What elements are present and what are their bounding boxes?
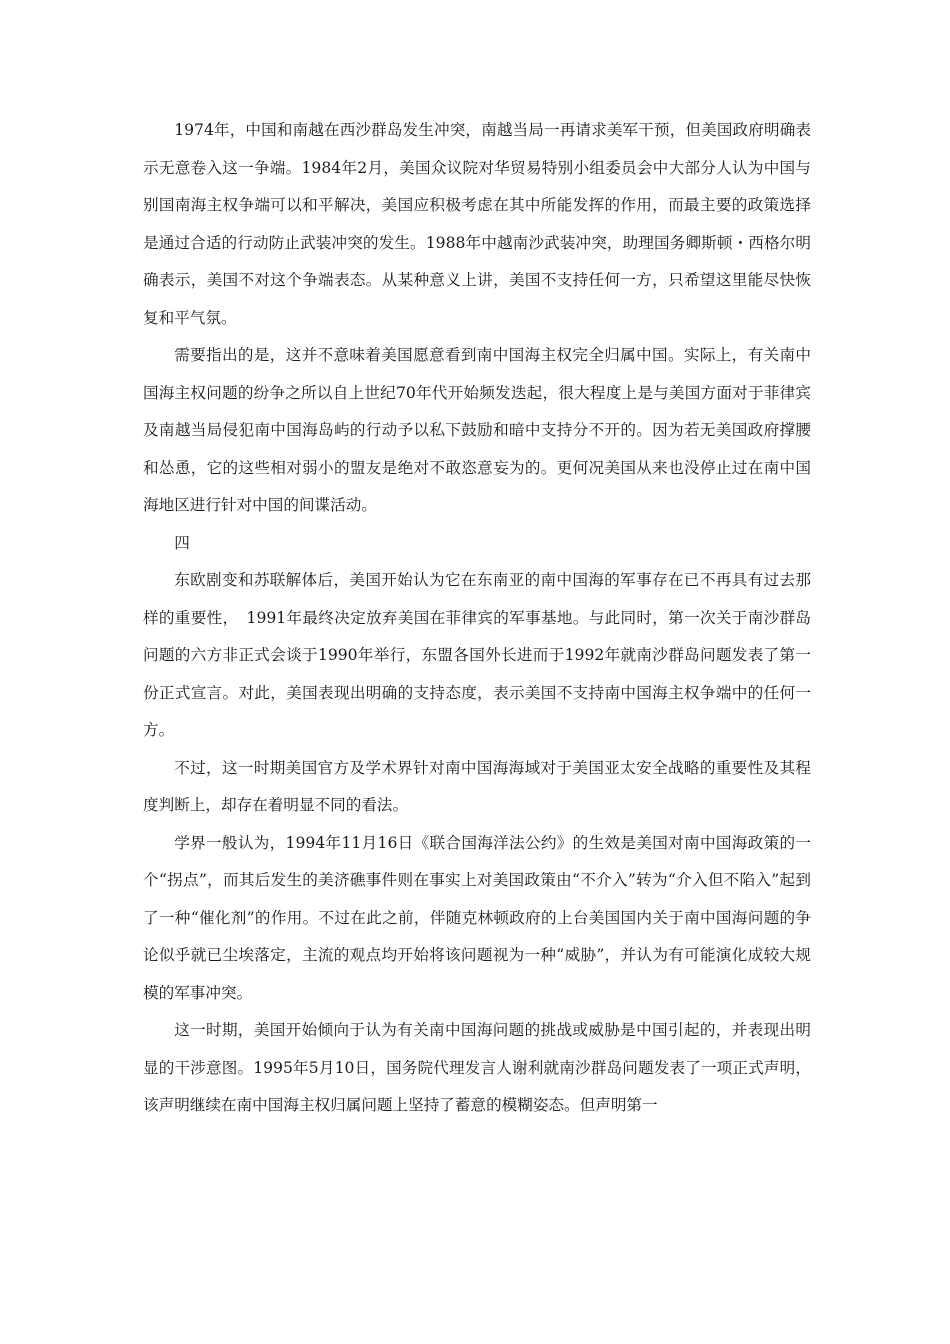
section-heading-four: 四 — [174, 533, 190, 552]
document-body — [143, 112, 811, 1125]
paragraph-2: 需要指出的是，这并不意味着美国愿意看到南中国海主权完全归属中国。实际上，有关南中国海主权问题的纷争之所以自上世纪70年代开始频发迭起，很大程度上是与美国方面对于菲律宾及南越当局侵犯南中国海岛屿的行动予以私下鼓励和暗中支持分不开的。因为若无美国政府撑腰和怂恿，它的这些相对弱小的盟友是绝对不敢恣意妄为的。更何况美国从来也没停止过在南中国海地区进行针对中国的间谍活动。 — [143, 346, 811, 514]
paragraph-4: 不过，这一时期美国官方及学术界针对南中国海海域对于美国亚太安全战略的重要性及其程度判断上，却存在着明显不同的看法。 — [143, 758, 811, 814]
paragraph-3: 东欧剧变和苏联解体后，美国开始认为它在东南亚的南中国海的军事存在已不再具有过去那样的重要性， 1991年最终决定放弃美国在菲律宾的军事基地。与此同时，第一次关于南沙群岛问题的六方非正式会谈于1990年举行，东盟各国外长进而于1992年就南沙群岛问题发表了第一份正式宣言。对此，美国表现出明确的支持态度，表示美国不支持南中国海主权争端中的任何一方。 — [143, 571, 811, 739]
paragraph-1: 1974年，中国和南越在西沙群岛发生冲突，南越当局一再请求美军干预，但美国政府明确表示无意卷入这一争端。1984年2月，美国众议院对华贸易特别小组委员会中大部分人认为中国与别国南海主权争端可以和平解决，美国应积极考虑在其中所能发挥的作用，而最主要的政策选择是通过合适的行动防止武装冲突的发生。1988年中越南沙武装冲突，助理国务卿斯顿・西格尔明确表示，美国不对这个争端表态。从某种意义上讲，美国不支持任何一方，只希望这里能尽快恢复和平气氛。 — [143, 121, 811, 327]
paragraph-5: 学界一般认为，1994年11月16日《联合国海洋法公约》的生效是美国对南中国海政策的一个“拐点”，而其后发生的美济礁事件则在事实上对美国政策由“不介入”转为“介入但不陷入”起到了一种“催化剂”的作用。不过在此之前，伴随克林顿政府的上台美国国内关于南中国海问题的争论似乎就已尘埃落定，主流的观点均开始将该问题视为一种“威胁”，并认为有可能演化成较大规模的军事冲突。 — [143, 833, 811, 1002]
paragraph-6: 这一时期，美国开始倾向于认为有关南中国海问题的挑战或威胁是中国引起的，并表现出明显的干涉意图。1995年5月10日，国务院代理发言人谢利就南沙群岛问题发表了一项正式声明，该声明继续在南中国海主权归属问题上坚持了蓄意的模糊姿态。但声明第一 — [143, 1021, 811, 1114]
